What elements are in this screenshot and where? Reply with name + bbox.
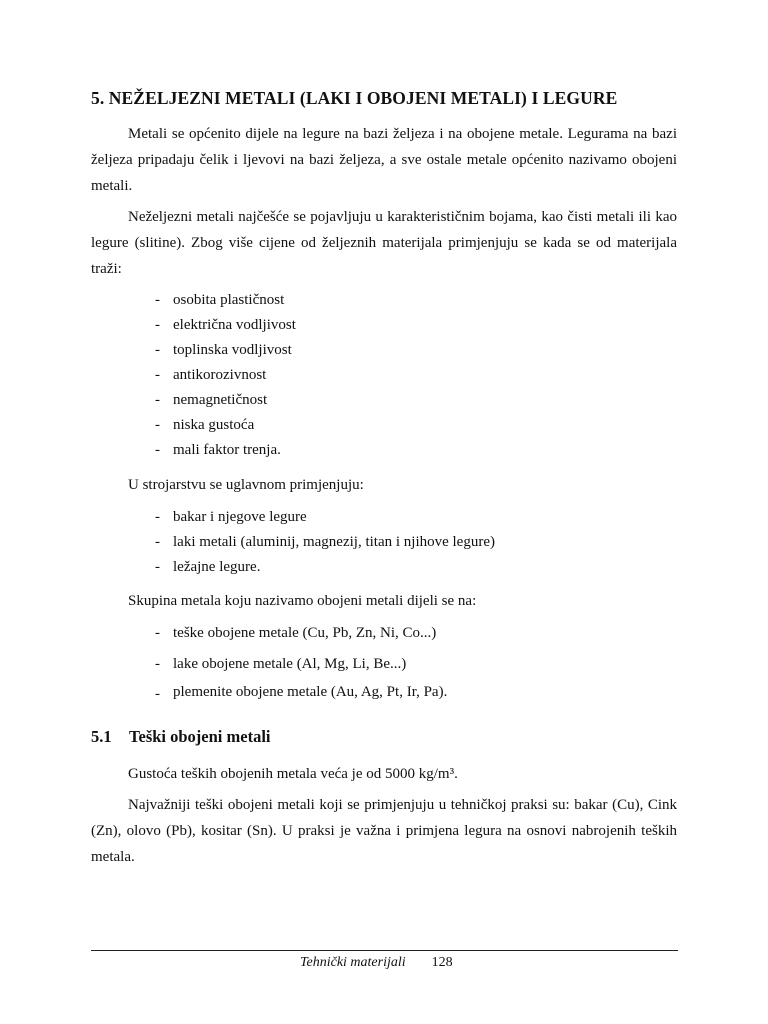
list-item: - teške obojene metale (Cu, Pb, Zn, Ni, Co...) [155,625,437,641]
list-item: - plemenite obojene metale (Au, Ag, Pt, Ir, Pa). [155,684,448,702]
paragraph-intro: Metali se općenito dijele na legure na bazi željeza i na obojene metale. Legurama na bazi željeza pripadaju čelik i ljevovi na bazi željeza, a sve ostale metale općenito nazivamo obojeni metali. [91,126,677,194]
list-item: - bakar i njegove legure [155,509,307,525]
properties-list [155,290,296,465]
bullet-dash: - [155,392,160,408]
footer-rule [91,950,678,951]
paragraph-properties-intro: Neželjezni metali najčešće se pojavljuju u karakterističnim bojama, kao čisti metali ili kao legure (slitine). Zbog više cijene od željeznih materijala primjenjuju se kada se od materijala traži: [91,209,677,277]
bullet-dash: - [155,625,160,641]
list-item: - toplinska vodljivost [155,342,292,358]
list-item: - laki metali (aluminij, magnezij, titan i njihove legure) [155,534,495,550]
bullet-dash: - [155,342,160,358]
bullet-dash: - [155,442,160,458]
list-item: - lake obojene metale (Al, Mg, Li, Be...) [155,656,407,672]
paragraph-mechanical-use: U strojarstvu se uglavnom primjenjuju: [128,477,364,493]
metal-groups-list [155,623,463,702]
bullet-dash: - [155,367,160,383]
footer-title: Tehnički materijali [300,955,406,970]
bullet-dash: - [155,656,160,672]
list-item: - mali faktor trenja. [155,442,281,458]
bullet-dash: - [155,509,160,525]
section-heading [91,727,270,747]
page-footer [300,955,453,971]
paragraph-heavy-metals: Najvažniji teški obojeni metali koji se primjenjuju u tehničkoj praksi su: bakar (Cu), Cink (Zn), olovo (Pb), kositar (Sn). U praksi je važna i primjena legura na osnovi nabrojenih teških metala. [91,797,677,865]
page-number: 128 [431,955,453,970]
list-item: - ležajne legure. [155,559,261,575]
section-title: Teški obojeni metali [129,727,271,746]
section-number: 5.1 [91,727,112,746]
list-item: - niska gustoća [155,417,255,433]
bullet-dash: - [155,417,160,433]
paragraph-density: Gustoća teških obojenih metala veća je od 5000 kg/m³. [128,766,458,782]
list-item: - antikorozivnost [155,367,267,383]
list-item: - osobita plastičnost [155,292,285,308]
bullet-dash: - [155,559,160,575]
chapter-heading: 5. NEŽELJEZNI METALI (LAKI I OBOJENI METALI) I LEGURE [91,88,618,108]
bullet-dash: - [155,686,160,702]
mechanical-use-list [155,507,495,582]
paragraph-groups-intro: Skupina metala koju nazivamo obojeni metali dijeli se na: [128,593,477,609]
bullet-dash: - [155,292,160,308]
list-item: - nemagnetičnost [155,392,268,408]
list-item: - električna vodljivost [155,317,296,333]
bullet-dash: - [155,317,160,333]
bullet-dash: - [155,534,160,550]
